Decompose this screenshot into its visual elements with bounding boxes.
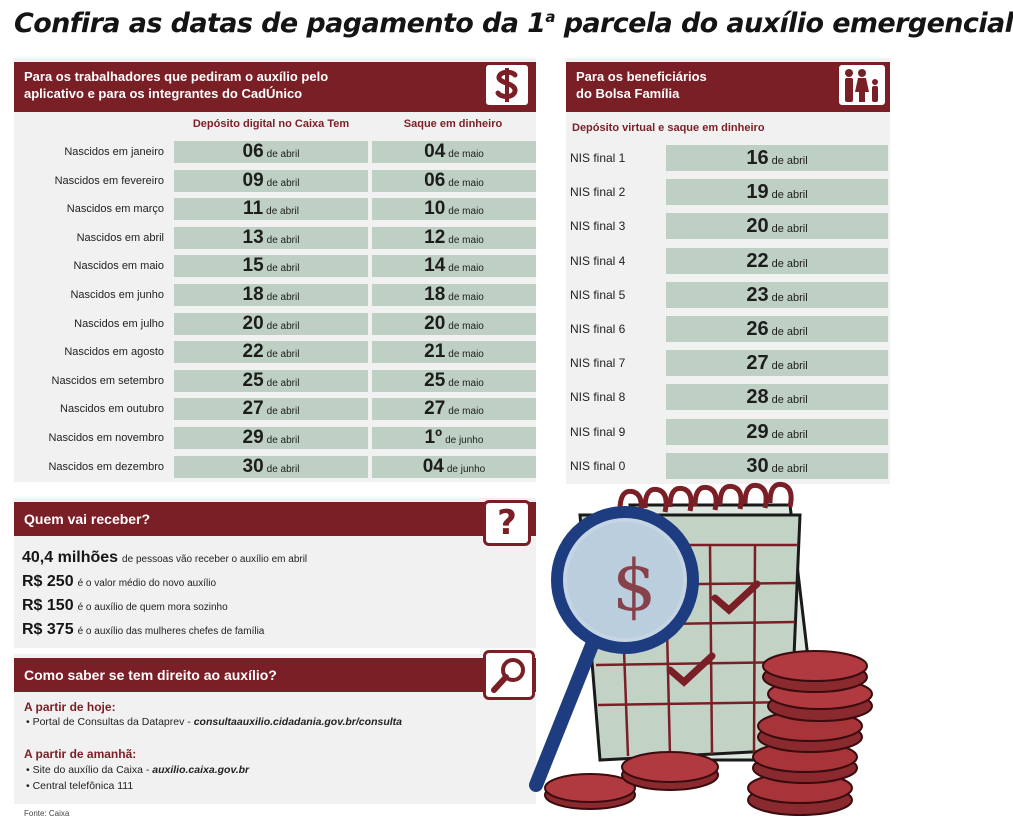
withdraw-cell [372, 198, 536, 220]
withdraw-cell [372, 398, 536, 420]
date-cell [666, 419, 888, 445]
withdraw-cell [372, 141, 536, 163]
withdraw-cell [372, 456, 536, 478]
withdraw-day: 04 [422, 455, 444, 477]
deposit-day: 06 [242, 141, 264, 162]
date-cell [666, 384, 888, 410]
withdraw-day: 06 [424, 169, 446, 191]
date-month: de abril [771, 428, 808, 441]
table-row [14, 398, 536, 420]
date-month: de abril [771, 155, 808, 167]
withdraw-cell [372, 284, 536, 306]
caixa-link[interactable]: auxilio.caixa.gov.br [152, 764, 250, 776]
row-label: Nascidos em dezembro [48, 460, 164, 473]
deposit-cell [174, 198, 368, 220]
withdraw-month: de junho [446, 463, 486, 475]
tomorrow-title: A partir de amanhã: [24, 747, 137, 761]
deposit-cell [174, 284, 368, 306]
svg-text:$: $ [612, 545, 657, 627]
withdraw-month: de maio [448, 177, 484, 189]
withdraw-day: 21 [424, 341, 446, 363]
withdraw-day: 20 [424, 312, 446, 334]
date-day: 30 [746, 454, 769, 477]
withdraw-month: de maio [448, 234, 484, 246]
date-day: 16 [746, 147, 769, 169]
row-label: Nascidos em fevereiro [54, 174, 164, 187]
family-icon [836, 62, 888, 108]
withdraw-month: de junho [445, 435, 484, 446]
deposit-month: de abril [266, 349, 300, 361]
deposit-cell [174, 255, 368, 277]
deposit-day: 27 [242, 398, 264, 420]
table-row [566, 145, 890, 171]
withdraw-day: 1º [424, 427, 443, 448]
table-row [566, 248, 890, 274]
calendar-magnifier-coins-icon [520, 470, 895, 820]
row-label: Nascidos em junho [70, 289, 164, 301]
deposit-month: de abril [266, 263, 300, 275]
stat-row: R$ 375 é o auxílio das mulheres chefes de família [22, 621, 265, 638]
withdraw-month: de maio [448, 349, 484, 361]
date-day: 20 [746, 215, 769, 238]
withdraw-day: 10 [424, 198, 446, 220]
withdraw-month: de maio [448, 320, 484, 332]
table-row [14, 341, 536, 363]
deposit-cell [174, 398, 368, 420]
deposit-day: 25 [242, 369, 264, 391]
date-month: de abril [771, 291, 808, 304]
row-label: Nascidos em julho [74, 317, 164, 330]
today-title: A partir de hoje: [24, 700, 116, 714]
row-label: NIS final 7 [570, 356, 626, 371]
dollar-sign-icon [483, 62, 531, 108]
row-label: Nascidos em outubro [60, 403, 164, 416]
deposit-cell [174, 313, 368, 335]
withdraw-month: de maio [448, 377, 484, 389]
withdraw-cell [372, 370, 536, 392]
page-title: Confira as datas de pagamento da 1$^a$ parcela do auxílio emergencial [14, 8, 1013, 39]
table-row [14, 456, 536, 478]
deposit-day: 18 [242, 284, 264, 305]
stat-row: R$ 250 é o valor médio do novo auxílio [22, 573, 217, 590]
workers-header: Para os trabalhadores que pediram o auxílio pelo aplicativo e para os integrantes do CadÚnico [14, 62, 536, 112]
deposit-month: de abril [266, 320, 300, 332]
stat-row: 40,4 milhões de pessoas vão receber o auxílio em abril [22, 549, 308, 566]
deposit-day: 20 [242, 312, 264, 334]
row-label: NIS final 8 [570, 390, 626, 405]
deposit-cell [174, 370, 368, 392]
withdraw-month: de maio [448, 206, 484, 218]
row-label: NIS final 0 [570, 458, 626, 473]
date-cell [666, 145, 888, 171]
date-day: 19 [746, 181, 769, 204]
row-label: Nascidos em novembro [48, 432, 164, 444]
table-row [14, 284, 536, 306]
source-note: Fonte: Caixa [24, 809, 70, 818]
bolsa-header: Para os beneficiários do Bolsa Família [566, 62, 890, 112]
table-row [566, 179, 890, 205]
date-month: de abril [771, 257, 808, 270]
col-header-bolsa: Depósito virtual e saque em dinheiro [572, 122, 765, 134]
table-row [14, 255, 536, 277]
date-day: 23 [746, 283, 769, 306]
col-header-digital: Depósito digital no Caixa Tem [192, 118, 350, 130]
deposit-day: 22 [242, 341, 264, 363]
date-day: 27 [746, 352, 769, 375]
withdraw-month: de maio [448, 263, 484, 275]
row-label: Nascidos em março [66, 203, 164, 216]
deposit-day: 15 [242, 255, 264, 277]
table-row [14, 227, 536, 249]
withdraw-cell [372, 313, 536, 335]
deposit-cell [174, 456, 368, 478]
withdraw-cell [372, 427, 536, 449]
deposit-day: 29 [242, 427, 264, 448]
table-row [566, 419, 890, 445]
withdraw-cell [372, 170, 536, 192]
table-row [14, 198, 536, 220]
deposit-month: de abril [266, 406, 300, 418]
table-row [14, 141, 536, 163]
date-month: de abril [771, 462, 808, 475]
deposit-month: de abril [266, 149, 300, 160]
deposit-month: de abril [266, 177, 300, 189]
date-cell [666, 248, 888, 274]
date-month: de abril [771, 326, 808, 338]
date-cell [666, 350, 888, 376]
withdraw-cell [372, 255, 536, 277]
deposit-cell [174, 341, 368, 363]
table-row [566, 213, 890, 239]
deposit-month: de abril [266, 377, 300, 389]
table-row [14, 370, 536, 392]
row-label: NIS final 5 [570, 287, 626, 302]
date-day: 28 [746, 386, 769, 409]
withdraw-day: 18 [424, 284, 446, 305]
withdraw-day: 12 [424, 226, 446, 248]
date-day: 22 [746, 249, 769, 272]
date-day: 29 [746, 420, 769, 443]
date-day: 26 [746, 318, 769, 340]
deposit-cell [174, 170, 368, 192]
row-label: NIS final 6 [570, 322, 626, 336]
deposit-month: de abril [266, 463, 300, 475]
date-cell [666, 179, 888, 205]
tomorrow-item-site: • Site do auxílio da Caixa - auxilio.caixa.gov.br [26, 764, 250, 776]
date-cell [666, 316, 888, 342]
deposit-day: 09 [242, 169, 264, 191]
table-row [566, 350, 890, 376]
today-item: • Portal de Consultas da Dataprev - consultaauxilio.cidadania.gov.br/consulta [26, 716, 402, 728]
withdraw-day: 04 [424, 141, 446, 162]
row-label: Nascidos em setembro [51, 374, 164, 387]
table-row [566, 316, 890, 342]
date-month: de abril [771, 223, 808, 236]
deposit-day: 30 [242, 455, 264, 477]
deposit-day: 11 [243, 198, 264, 220]
table-row [14, 313, 536, 335]
row-label: Nascidos em maio [73, 260, 164, 273]
withdraw-cell [372, 227, 536, 249]
date-cell [666, 282, 888, 308]
who-header: Quem vai receber? [14, 502, 536, 536]
deposit-cell [174, 141, 368, 163]
withdraw-day: 27 [424, 398, 446, 420]
row-label: NIS final 4 [570, 253, 626, 268]
withdraw-month: de maio [448, 149, 484, 160]
row-label: Nascidos em abril [76, 231, 164, 244]
table-row [566, 282, 890, 308]
withdraw-cell [372, 341, 536, 363]
date-cell [666, 213, 888, 239]
col-header-saque: Saque em dinheiro [403, 118, 503, 130]
row-label: NIS final 9 [570, 424, 626, 439]
deposit-month: de abril [266, 234, 300, 246]
row-label: Nascidos em agosto [64, 346, 164, 359]
table-row [566, 384, 890, 410]
stat-row: R$ 150 é o auxílio de quem mora sozinho [22, 597, 228, 614]
withdraw-day: 25 [424, 369, 446, 391]
tomorrow-item-phone: • Central telefônica 111 [26, 780, 134, 792]
row-label: NIS final 3 [570, 219, 626, 234]
deposit-month: de abril [266, 292, 300, 303]
deposit-month: de abril [266, 206, 299, 218]
row-label: NIS final 1 [570, 151, 626, 165]
withdraw-month: de maio [448, 406, 484, 418]
rights-header: Como saber se tem direito ao auxílio? [14, 658, 536, 692]
deposit-cell [174, 427, 368, 449]
deposit-day: 13 [242, 226, 264, 248]
deposit-cell [174, 227, 368, 249]
withdraw-day: 14 [424, 255, 446, 277]
withdraw-month: de maio [448, 292, 484, 303]
date-month: de abril [771, 189, 808, 202]
date-month: de abril [771, 394, 808, 407]
row-label: NIS final 2 [570, 185, 626, 200]
row-label: Nascidos em janeiro [64, 146, 164, 158]
table-row [14, 170, 536, 192]
date-month: de abril [771, 360, 808, 373]
dataprev-link[interactable]: consultaauxilio.cidadania.gov.br/consulta [193, 716, 402, 728]
deposit-month: de abril [266, 435, 300, 446]
question-mark-icon: ? [483, 500, 531, 546]
table-row [14, 427, 536, 449]
